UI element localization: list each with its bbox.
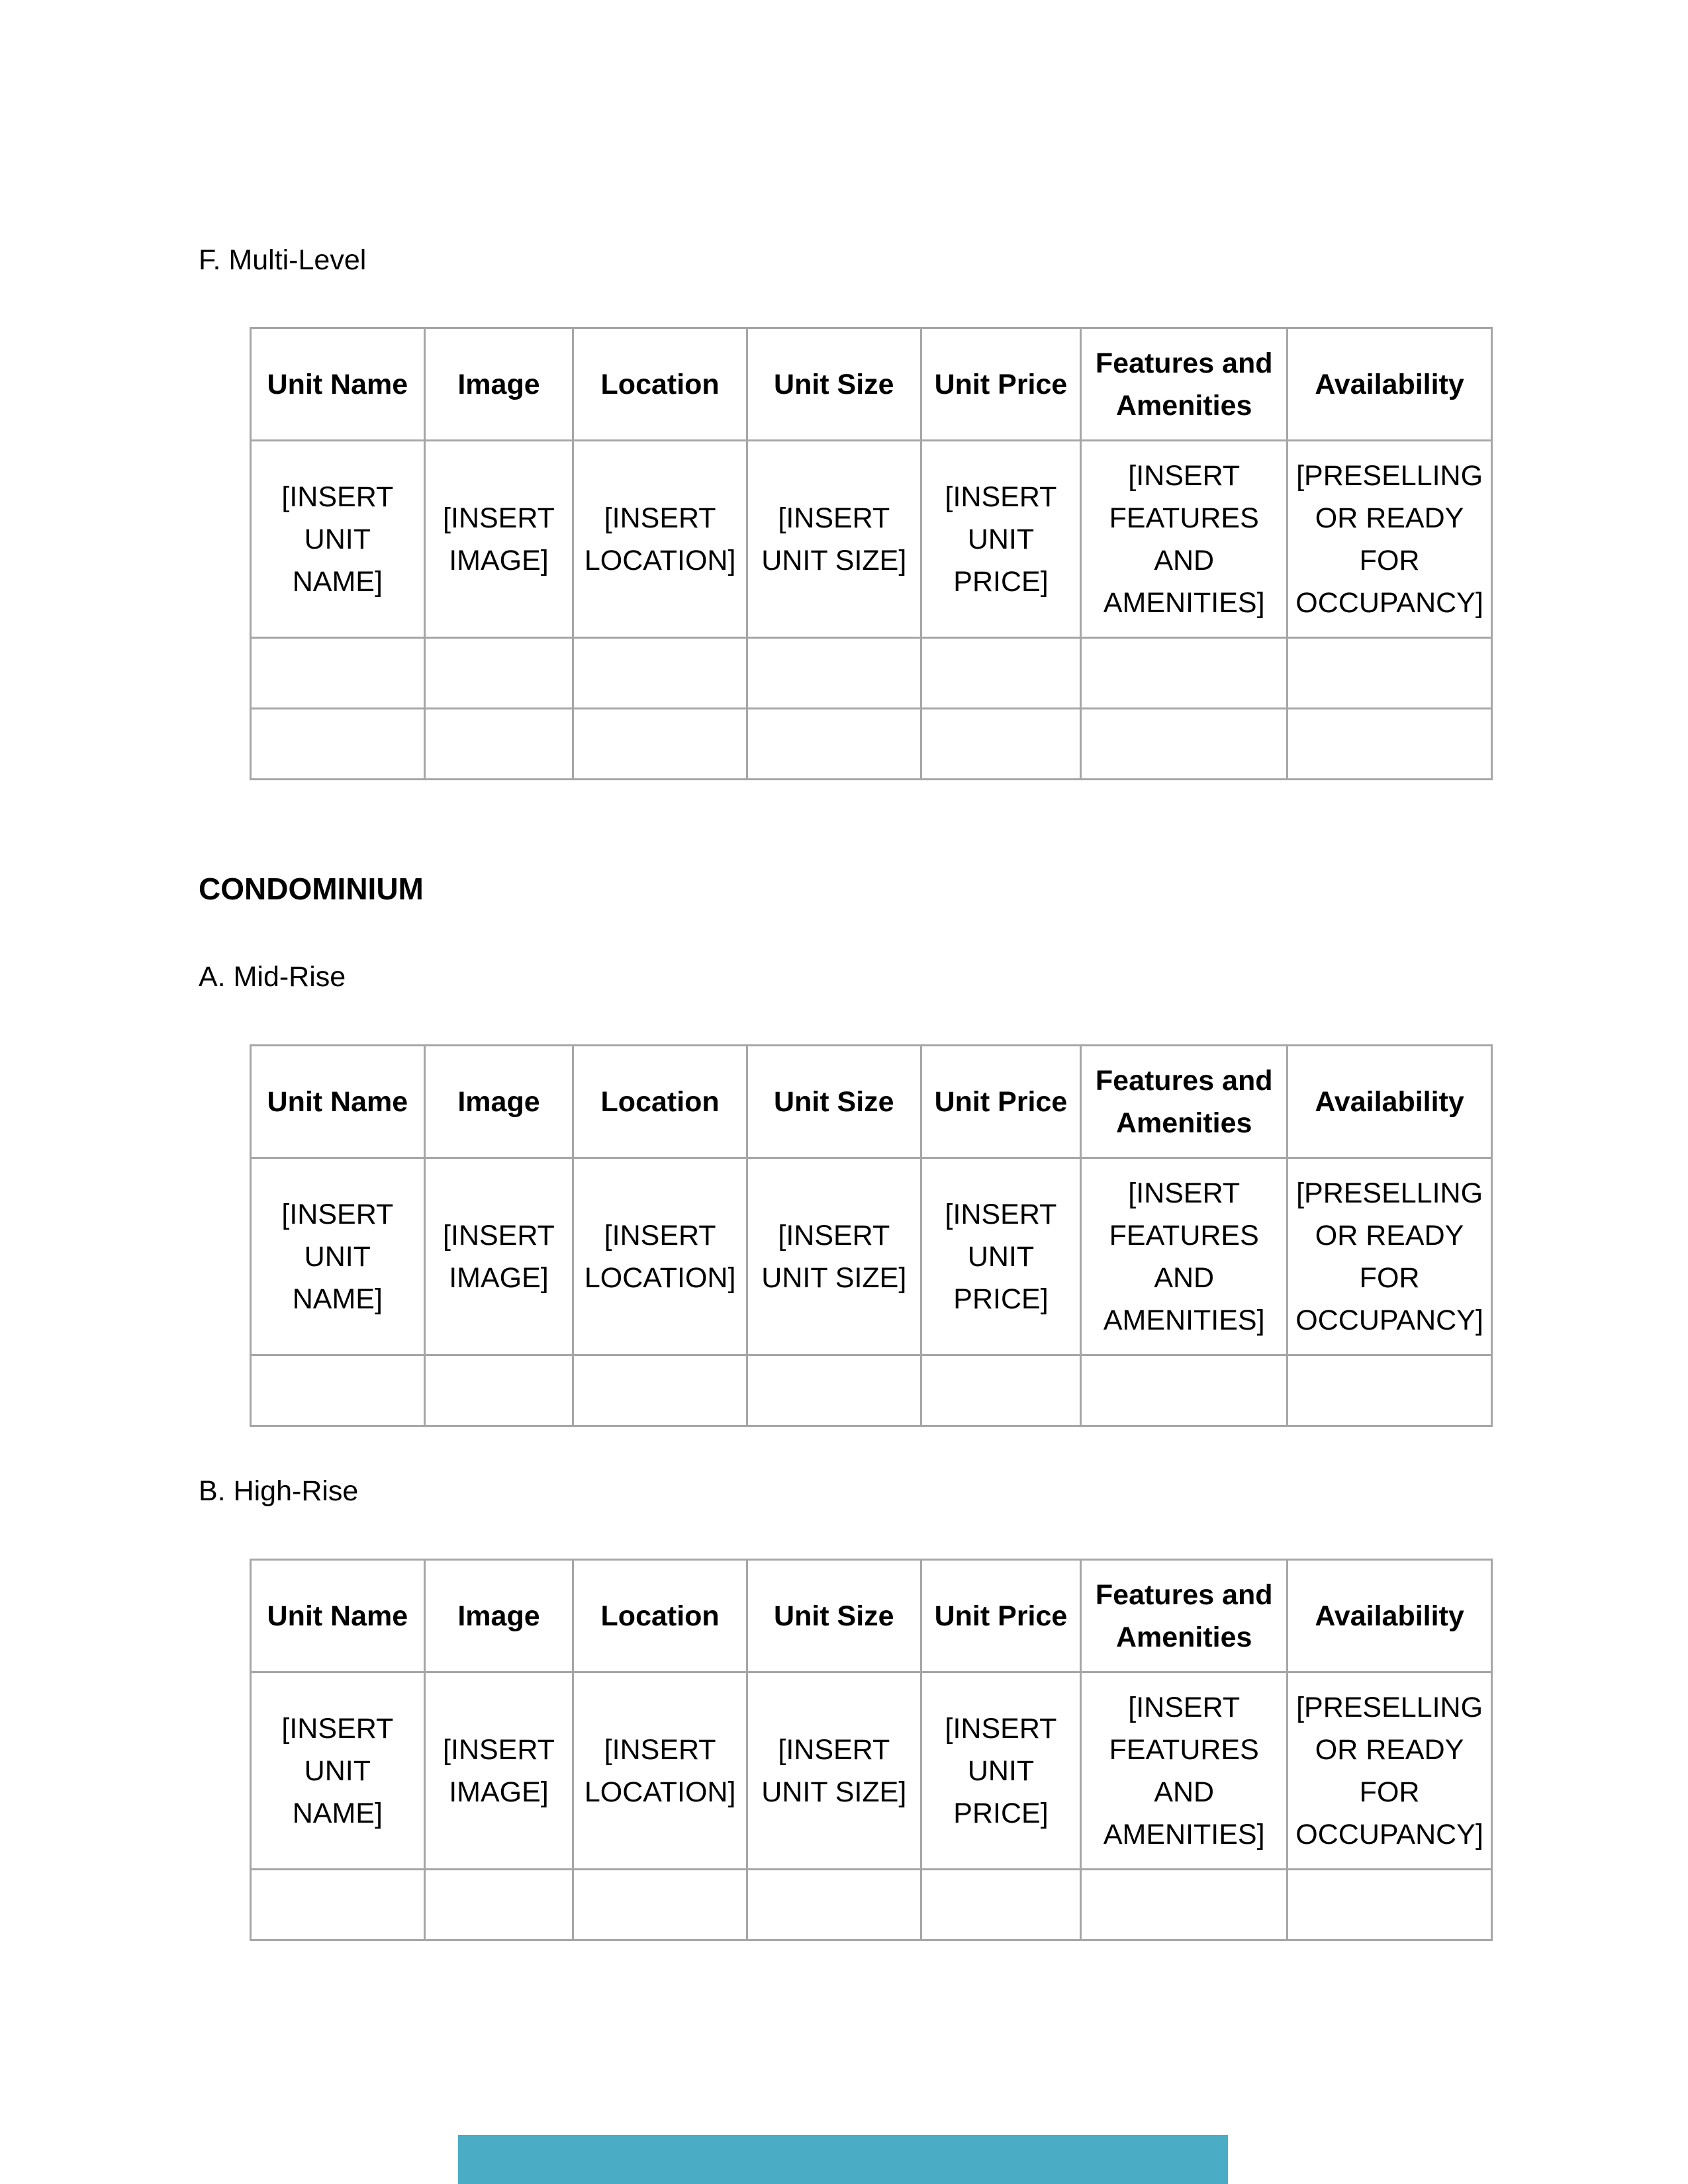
empty-cell[interactable]: [251, 709, 425, 780]
empty-cell[interactable]: [1288, 1355, 1492, 1426]
empty-cell[interactable]: [921, 638, 1081, 709]
table-header-row: [251, 1046, 1492, 1158]
section-heading-condominium: CONDOMINIUM: [199, 872, 424, 906]
empty-cell[interactable]: [747, 709, 921, 780]
column-header: Unit Size: [747, 1046, 921, 1158]
column-header: Image: [424, 328, 573, 441]
empty-cell[interactable]: [1288, 638, 1492, 709]
empty-cell[interactable]: [921, 1870, 1081, 1940]
empty-table-row: [251, 638, 1492, 709]
empty-cell[interactable]: [251, 1870, 425, 1940]
empty-cell[interactable]: [573, 638, 747, 709]
column-header: Unit Price: [921, 328, 1081, 441]
table-cell: [INSERT UNIT NAME]: [251, 1158, 425, 1355]
table-cell: [INSERT LOCATION]: [573, 441, 747, 638]
column-header: Location: [573, 328, 747, 441]
empty-cell[interactable]: [1081, 1870, 1288, 1940]
footer-bar: [458, 2135, 1228, 2184]
section-heading-multi-level: F. Multi-Level: [199, 244, 367, 276]
column-header: Location: [573, 1046, 747, 1158]
column-header: Image: [424, 1560, 573, 1672]
mid-rise-table: [250, 1044, 1493, 1427]
column-header: Unit Name: [251, 328, 425, 441]
empty-table-row: [251, 1355, 1492, 1426]
table-cell: [PRESELLING OR READY FOR OCCUPANCY]: [1288, 1158, 1492, 1355]
column-header: Unit Name: [251, 1560, 425, 1672]
empty-cell[interactable]: [747, 1355, 921, 1426]
empty-cell[interactable]: [921, 1355, 1081, 1426]
column-header: Unit Size: [747, 1560, 921, 1672]
table-cell: [PRESELLING OR READY FOR OCCUPANCY]: [1288, 1672, 1492, 1870]
table-cell: [PRESELLING OR READY FOR OCCUPANCY]: [1288, 441, 1492, 638]
empty-cell[interactable]: [424, 709, 573, 780]
empty-cell[interactable]: [573, 709, 747, 780]
table-cell: [INSERT IMAGE]: [424, 1672, 573, 1870]
empty-cell[interactable]: [1081, 1355, 1288, 1426]
multi-level-table: [250, 327, 1493, 780]
column-header: Availability: [1288, 1046, 1492, 1158]
table-cell: [INSERT UNIT SIZE]: [747, 441, 921, 638]
section-heading-high-rise: B. High-Rise: [199, 1475, 359, 1507]
table-row: [251, 441, 1492, 638]
empty-cell[interactable]: [424, 1355, 573, 1426]
table-cell: [INSERT FEATURES AND AMENITIES]: [1081, 1158, 1288, 1355]
empty-cell[interactable]: [747, 1870, 921, 1940]
table-row: [251, 1672, 1492, 1870]
empty-cell[interactable]: [424, 1870, 573, 1940]
column-header: Unit Name: [251, 1046, 425, 1158]
table-cell: [INSERT UNIT SIZE]: [747, 1672, 921, 1870]
column-header: Location: [573, 1560, 747, 1672]
column-header: Unit Size: [747, 328, 921, 441]
table-row: [251, 1158, 1492, 1355]
column-header: Features and Amenities: [1081, 328, 1288, 441]
table-cell: [INSERT IMAGE]: [424, 1158, 573, 1355]
column-header: Features and Amenities: [1081, 1046, 1288, 1158]
column-header: Image: [424, 1046, 573, 1158]
empty-table-row: [251, 709, 1492, 780]
empty-cell[interactable]: [921, 709, 1081, 780]
empty-cell[interactable]: [573, 1355, 747, 1426]
section-heading-mid-rise: A. Mid-Rise: [199, 961, 346, 993]
column-header: Unit Price: [921, 1560, 1081, 1672]
empty-cell[interactable]: [1081, 709, 1288, 780]
empty-cell[interactable]: [424, 638, 573, 709]
high-rise-table: [250, 1559, 1493, 1941]
empty-table-row: [251, 1870, 1492, 1940]
table-cell: [INSERT UNIT SIZE]: [747, 1158, 921, 1355]
table-cell: [INSERT LOCATION]: [573, 1672, 747, 1870]
empty-cell[interactable]: [1288, 1870, 1492, 1940]
column-header: Features and Amenities: [1081, 1560, 1288, 1672]
empty-cell[interactable]: [1081, 638, 1288, 709]
table-cell: [INSERT LOCATION]: [573, 1158, 747, 1355]
table-cell: [INSERT FEATURES AND AMENITIES]: [1081, 1672, 1288, 1870]
table-cell: [INSERT FEATURES AND AMENITIES]: [1081, 441, 1288, 638]
empty-cell[interactable]: [251, 638, 425, 709]
table-cell: [INSERT UNIT NAME]: [251, 441, 425, 638]
column-header: Availability: [1288, 1560, 1492, 1672]
column-header: Availability: [1288, 328, 1492, 441]
column-header: Unit Price: [921, 1046, 1081, 1158]
table-cell: [INSERT UNIT NAME]: [251, 1672, 425, 1870]
empty-cell[interactable]: [251, 1355, 425, 1426]
table-cell: [INSERT UNIT PRICE]: [921, 1158, 1081, 1355]
empty-cell[interactable]: [573, 1870, 747, 1940]
empty-cell[interactable]: [747, 638, 921, 709]
table-cell: [INSERT UNIT PRICE]: [921, 441, 1081, 638]
table-header-row: [251, 1560, 1492, 1672]
table-cell: [INSERT UNIT PRICE]: [921, 1672, 1081, 1870]
table-header-row: [251, 328, 1492, 441]
empty-cell[interactable]: [1288, 709, 1492, 780]
table-cell: [INSERT IMAGE]: [424, 441, 573, 638]
